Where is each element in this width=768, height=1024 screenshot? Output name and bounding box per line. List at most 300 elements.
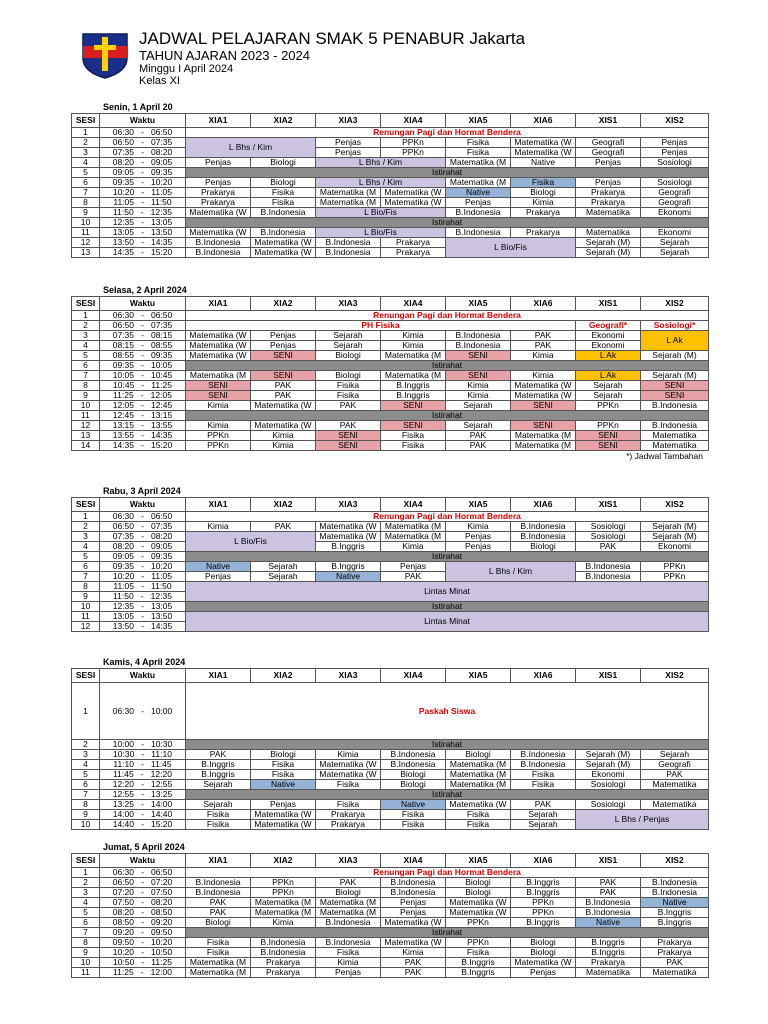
- subject-cell: Renungan Pagi dan Hormat Bendera: [186, 128, 709, 138]
- subject-cell: B.Indonesia: [316, 248, 381, 258]
- subject-cell: B.Inggris: [511, 918, 576, 928]
- subject-cell: SENI: [576, 441, 641, 451]
- session-number: 8: [72, 381, 100, 391]
- subject-cell: PAK: [316, 878, 381, 888]
- session-number: 2: [72, 138, 100, 148]
- column-header: XIS1: [576, 114, 641, 128]
- subject-cell: Matematika (W: [511, 958, 576, 968]
- subject-cell: Ekonomi: [641, 542, 709, 552]
- subject-cell: SENI: [641, 381, 709, 391]
- subject-cell: PPKn: [381, 148, 446, 158]
- subject-cell: Matematika (W: [511, 148, 576, 158]
- subject-cell: Penjas: [381, 562, 446, 572]
- subject-cell: Biologi: [251, 178, 316, 188]
- schedule-row: [72, 770, 709, 780]
- day-title: Selasa, 2 April 2024: [103, 285, 187, 295]
- subject-cell: Matematika (M: [186, 968, 251, 978]
- subject-cell: Kimia: [446, 381, 511, 391]
- subject-cell: Sejarah: [316, 341, 381, 351]
- subject-cell: Lintas Minat: [186, 612, 709, 632]
- subject-cell: Penjas: [381, 898, 446, 908]
- subject-cell: Matematika (M: [381, 371, 446, 381]
- time-cell: 10:20 - 11:05: [100, 188, 186, 198]
- subject-cell: B.Inggris: [186, 770, 251, 780]
- subject-cell: Matematika (M: [446, 780, 511, 790]
- subject-cell: Geografi: [576, 138, 641, 148]
- time-cell: 13:25 - 14:00: [100, 800, 186, 810]
- subject-cell: B.Inggris: [641, 908, 709, 918]
- session-number: 3: [72, 750, 100, 760]
- subject-cell: Geografi: [641, 188, 709, 198]
- subject-cell: Istirahat: [186, 218, 709, 228]
- subject-cell: Matematika (W: [381, 938, 446, 948]
- subject-cell: Fisika: [186, 820, 251, 830]
- schedule-row: [72, 542, 709, 552]
- schedule-row: [72, 968, 709, 978]
- subject-cell: B.Indonesia: [511, 750, 576, 760]
- session-number: 5: [72, 168, 100, 178]
- column-header: XIS2: [641, 669, 709, 683]
- subject-cell: Biologi: [511, 188, 576, 198]
- subject-cell: Geografi: [641, 760, 709, 770]
- session-number: 5: [72, 552, 100, 562]
- column-header: XIS1: [576, 854, 641, 868]
- schedule-row: [72, 602, 709, 612]
- schedule-row: [72, 321, 709, 331]
- schedule-row: [72, 411, 709, 421]
- time-cell: 13:05 - 13:50: [100, 612, 186, 622]
- subject-cell: Prakarya: [316, 810, 381, 820]
- subject-cell: Biologi: [511, 542, 576, 552]
- subject-cell: B.Inggris: [576, 948, 641, 958]
- subject-cell: Matematika: [576, 228, 641, 238]
- time-cell: 13:05 - 13:50: [100, 228, 186, 238]
- subject-cell: Kimia: [381, 331, 446, 341]
- subject-cell: Sosiologi: [576, 522, 641, 532]
- subject-cell: Native: [446, 188, 511, 198]
- subject-cell: L Bhs / Kim: [446, 562, 576, 582]
- subject-cell: Kimia: [381, 542, 446, 552]
- subject-cell: PAK: [316, 401, 381, 411]
- subject-cell: Matematika (W: [186, 351, 251, 361]
- time-cell: 07:35 - 08:15: [100, 331, 186, 341]
- subject-cell: Sejarah: [251, 562, 316, 572]
- subject-cell: PPKn: [576, 401, 641, 411]
- schedule-row: [72, 138, 709, 148]
- column-header: XIA4: [381, 669, 446, 683]
- subject-cell: SENI: [381, 421, 446, 431]
- subject-cell: Kimia: [381, 948, 446, 958]
- subject-cell: L Bhs / Kim: [186, 138, 316, 158]
- time-cell: 09:50 - 10:20: [100, 938, 186, 948]
- column-header: XIA1: [186, 854, 251, 868]
- subject-cell: Matematika (M: [446, 770, 511, 780]
- subject-cell: B.Indonesia: [641, 421, 709, 431]
- session-number: 6: [72, 562, 100, 572]
- subject-cell: Matematika (M: [511, 431, 576, 441]
- session-number: 7: [72, 371, 100, 381]
- subject-cell: Biologi: [511, 948, 576, 958]
- subject-cell: B.Indonesia: [381, 760, 446, 770]
- subject-cell: B.Indonesia: [511, 532, 576, 542]
- subject-cell: Geografi*: [576, 321, 641, 331]
- column-header: XIS2: [641, 114, 709, 128]
- subject-cell: Renungan Pagi dan Hormat Bendera: [186, 311, 709, 321]
- column-header: Waktu: [100, 498, 186, 512]
- subject-cell: Sejarah: [641, 238, 709, 248]
- schedule-row: [72, 168, 709, 178]
- session-number: 9: [72, 592, 100, 602]
- subject-cell: Matematika: [641, 441, 709, 451]
- subject-cell: B.Indonesia: [641, 888, 709, 898]
- session-number: 2: [72, 878, 100, 888]
- subject-cell: Native: [381, 800, 446, 810]
- schedule-row: [72, 790, 709, 800]
- column-header: XIA5: [446, 498, 511, 512]
- subject-cell: PPKn: [576, 421, 641, 431]
- subject-cell: Kimia: [251, 441, 316, 451]
- schedule-row: [72, 148, 709, 158]
- schedule-row: [72, 948, 709, 958]
- session-number: 1: [72, 683, 100, 740]
- subject-cell: Istirahat: [186, 361, 709, 371]
- subject-cell: PPKn: [446, 938, 511, 948]
- session-number: 3: [72, 148, 100, 158]
- column-header: XIA6: [511, 854, 576, 868]
- subject-cell: Penjas: [316, 138, 381, 148]
- schedule-row: [72, 198, 709, 208]
- subject-cell: Penjas: [316, 968, 381, 978]
- subject-cell: Penjas: [446, 532, 511, 542]
- subject-cell: Penjas: [511, 968, 576, 978]
- subject-cell: B.Inggris: [186, 760, 251, 770]
- subject-cell: Matematika (W: [316, 522, 381, 532]
- session-number: 3: [72, 532, 100, 542]
- subject-cell: Ekonomi: [641, 208, 709, 218]
- subject-cell: SENI: [511, 421, 576, 431]
- column-header: XIA2: [251, 854, 316, 868]
- subject-cell: B.Inggris: [511, 878, 576, 888]
- time-cell: 11:50 - 12:35: [100, 208, 186, 218]
- subject-cell: Sejarah (M): [641, 371, 709, 381]
- subject-cell: Matematika (W: [381, 188, 446, 198]
- session-number: 1: [72, 512, 100, 522]
- subject-cell: Sejarah: [446, 401, 511, 411]
- session-number: 9: [72, 208, 100, 218]
- session-number: 11: [72, 228, 100, 238]
- subject-cell: Kimia: [186, 401, 251, 411]
- header-row: [72, 669, 709, 683]
- session-number: 6: [72, 918, 100, 928]
- column-header: XIA1: [186, 114, 251, 128]
- session-number: 2: [72, 522, 100, 532]
- subject-cell: PAK: [511, 341, 576, 351]
- session-number: 7: [72, 790, 100, 800]
- subject-cell: B.Indonesia: [186, 888, 251, 898]
- session-number: 12: [72, 421, 100, 431]
- time-cell: 12:05 - 12:45: [100, 401, 186, 411]
- subject-cell: Istirahat: [186, 168, 709, 178]
- subject-cell: B.Indonesia: [576, 908, 641, 918]
- subject-cell: Penjas: [641, 138, 709, 148]
- schedule-row: [72, 331, 709, 341]
- subject-cell: Matematika (M: [381, 532, 446, 542]
- subject-cell: Matematika: [641, 780, 709, 790]
- session-number: 10: [72, 602, 100, 612]
- subject-cell: Fisika: [381, 810, 446, 820]
- subject-cell: Matematika (M: [446, 178, 511, 188]
- subject-cell: B.Indonesia: [251, 938, 316, 948]
- schedule-row: [72, 248, 709, 258]
- subject-cell: Native: [251, 780, 316, 790]
- subject-cell: Biologi: [446, 888, 511, 898]
- subject-cell: PAK: [186, 750, 251, 760]
- day-title: Jumat, 5 April 2024: [103, 842, 185, 852]
- subject-cell: Penjas: [251, 341, 316, 351]
- schedule-row: [72, 780, 709, 790]
- subject-cell: Prakarya: [641, 938, 709, 948]
- subject-cell: Native: [641, 898, 709, 908]
- subject-cell: Matematika (W: [446, 898, 511, 908]
- subject-cell: PAK: [251, 381, 316, 391]
- subject-cell: Sejarah (M): [576, 248, 641, 258]
- subject-cell: Matematika (W: [251, 810, 316, 820]
- subject-cell: Sejarah: [511, 810, 576, 820]
- academic-year: TAHUN AJARAN 2023 - 2024: [139, 48, 310, 63]
- subject-cell: B.Indonesia: [316, 918, 381, 928]
- subject-cell: Sejarah (M): [576, 750, 641, 760]
- subject-cell: Matematika (W: [186, 228, 251, 238]
- session-number: 9: [72, 810, 100, 820]
- time-cell: 08:55 - 09:35: [100, 351, 186, 361]
- subject-cell: Matematika (W: [381, 198, 446, 208]
- subject-cell: L Bhs / Kim: [316, 178, 446, 188]
- subject-cell: Matematika (M: [446, 760, 511, 770]
- subject-cell: Kimia: [316, 750, 381, 760]
- subject-cell: Penjas: [446, 198, 511, 208]
- schedule-row: [72, 572, 709, 582]
- subject-cell: Kimia: [446, 522, 511, 532]
- subject-cell: Matematika: [576, 968, 641, 978]
- subject-cell: B.Indonesia: [316, 938, 381, 948]
- time-cell: 11:25 - 12:00: [100, 968, 186, 978]
- subject-cell: SENI: [641, 391, 709, 401]
- session-number: 10: [72, 820, 100, 830]
- subject-cell: B.Inggris: [511, 888, 576, 898]
- subject-cell: Matematika: [576, 208, 641, 218]
- subject-cell: Kimia: [511, 198, 576, 208]
- session-number: 9: [72, 948, 100, 958]
- subject-cell: Fisika: [446, 948, 511, 958]
- column-header: Waktu: [100, 854, 186, 868]
- subject-cell: Istirahat: [186, 928, 709, 938]
- time-cell: 11:05 - 11:50: [100, 198, 186, 208]
- subject-cell: Sejarah: [251, 572, 316, 582]
- subject-cell: Fisika: [251, 760, 316, 770]
- column-header: XIS2: [641, 854, 709, 868]
- subject-cell: Native: [316, 572, 381, 582]
- schedule-row: [72, 898, 709, 908]
- session-number: 12: [72, 622, 100, 632]
- column-header: XIA2: [251, 669, 316, 683]
- subject-cell: Fisika: [186, 938, 251, 948]
- subject-cell: Fisika: [511, 770, 576, 780]
- subject-cell: Matematika (M: [381, 351, 446, 361]
- subject-cell: Matematika (M: [251, 908, 316, 918]
- subject-cell: Istirahat: [186, 552, 709, 562]
- subject-cell: Penjas: [641, 148, 709, 158]
- subject-cell: Kimia: [511, 351, 576, 361]
- schedule-row: [72, 612, 709, 622]
- subject-cell: PAK: [446, 431, 511, 441]
- session-number: 7: [72, 188, 100, 198]
- subject-cell: Matematika (W: [251, 238, 316, 248]
- time-cell: 08:50 - 09:20: [100, 918, 186, 928]
- schedule-row: [72, 371, 709, 381]
- column-header: XIA6: [511, 498, 576, 512]
- session-number: 4: [72, 542, 100, 552]
- subject-cell: SENI: [316, 431, 381, 441]
- column-header: Waktu: [100, 297, 186, 311]
- session-number: 4: [72, 341, 100, 351]
- subject-cell: Geografi: [641, 198, 709, 208]
- subject-cell: Matematika (M: [186, 371, 251, 381]
- time-cell: 12:45 - 13:15: [100, 411, 186, 421]
- column-header: XIA3: [316, 669, 381, 683]
- session-number: 10: [72, 401, 100, 411]
- subject-cell: Fisika: [316, 948, 381, 958]
- session-number: 5: [72, 770, 100, 780]
- subject-cell: Matematika (M: [511, 441, 576, 451]
- session-number: 8: [72, 800, 100, 810]
- time-cell: 11:10 - 11:45: [100, 760, 186, 770]
- schedule-row: [72, 740, 709, 750]
- time-cell: 06:30 - 10:00: [100, 683, 186, 740]
- schedule-row: [72, 311, 709, 321]
- subject-cell: Fisika: [511, 178, 576, 188]
- subject-cell: B.Indonesia: [511, 522, 576, 532]
- schedule-row: [72, 562, 709, 572]
- time-cell: 14:35 - 15:20: [100, 248, 186, 258]
- subject-cell: Paskah Siswa: [186, 683, 709, 740]
- subject-cell: Matematika (W: [251, 248, 316, 258]
- column-header: Waktu: [100, 669, 186, 683]
- column-header: XIA1: [186, 669, 251, 683]
- day-wednesday: [71, 486, 709, 632]
- subject-cell: Sejarah: [576, 391, 641, 401]
- column-header: SESI: [72, 297, 100, 311]
- schedule-row: [72, 552, 709, 562]
- subject-cell: PPKn: [251, 888, 316, 898]
- column-header: XIA2: [251, 114, 316, 128]
- schedule-table: [71, 853, 709, 978]
- time-cell: 12:35 - 13:05: [100, 218, 186, 228]
- schedule-row: [72, 918, 709, 928]
- day-friday: [71, 842, 709, 978]
- subject-cell: Biologi: [511, 938, 576, 948]
- subject-cell: Sejarah: [511, 820, 576, 830]
- header-row: [72, 297, 709, 311]
- schedule-row: [72, 158, 709, 168]
- subject-cell: Prakarya: [251, 958, 316, 968]
- subject-cell: Ekonomi: [576, 341, 641, 351]
- subject-cell: Prakarya: [381, 238, 446, 248]
- subject-cell: B.Inggris: [316, 562, 381, 572]
- subject-cell: Fisika: [446, 810, 511, 820]
- subject-cell: L Ak: [641, 331, 709, 351]
- subject-cell: B.Inggris: [381, 381, 446, 391]
- document-title: JADWAL PELAJARAN SMAK 5 PENABUR Jakarta: [139, 29, 526, 48]
- subject-cell: B.Inggris: [316, 542, 381, 552]
- subject-cell: Matematika (W: [511, 138, 576, 148]
- subject-cell: SENI: [186, 381, 251, 391]
- subject-cell: PPKn: [511, 898, 576, 908]
- session-number: 14: [72, 441, 100, 451]
- subject-cell: PAK: [576, 888, 641, 898]
- subject-cell: SENI: [511, 401, 576, 411]
- subject-cell: PPKn: [251, 878, 316, 888]
- subject-cell: Fisika: [251, 198, 316, 208]
- session-number: 12: [72, 238, 100, 248]
- subject-cell: L Bio/Fis: [186, 532, 316, 552]
- column-header: XIA3: [316, 498, 381, 512]
- day-monday: [71, 102, 709, 258]
- time-cell: 07:35 - 08:20: [100, 532, 186, 542]
- subject-cell: PAK: [186, 908, 251, 918]
- time-cell: 13:15 - 13:55: [100, 421, 186, 431]
- session-number: 2: [72, 740, 100, 750]
- subject-cell: Sejarah: [641, 248, 709, 258]
- subject-cell: PAK: [381, 968, 446, 978]
- subject-cell: PAK: [446, 441, 511, 451]
- session-number: 11: [72, 968, 100, 978]
- schedule-row: [72, 522, 709, 532]
- column-header: XIA4: [381, 854, 446, 868]
- subject-cell: Sejarah: [576, 381, 641, 391]
- subject-cell: Sejarah: [186, 780, 251, 790]
- subject-cell: SENI: [251, 371, 316, 381]
- time-cell: 14:40 - 15:20: [100, 820, 186, 830]
- subject-cell: PAK: [381, 958, 446, 968]
- day-title: Senin, 1 April 20: [103, 102, 173, 112]
- subject-cell: Prakarya: [316, 820, 381, 830]
- subject-cell: Penjas: [446, 542, 511, 552]
- time-cell: 10:20 - 11:05: [100, 572, 186, 582]
- subject-cell: Fisika: [316, 381, 381, 391]
- subject-cell: Matematika (W: [511, 391, 576, 401]
- subject-cell: Fisika: [381, 441, 446, 451]
- schedule-row: [72, 582, 709, 592]
- session-number: 8: [72, 198, 100, 208]
- column-header: XIS1: [576, 297, 641, 311]
- subject-cell: Penjas: [576, 158, 641, 168]
- subject-cell: Fisika: [186, 810, 251, 820]
- subject-cell: Matematika (M: [186, 958, 251, 968]
- subject-cell: Sosiologi: [576, 532, 641, 542]
- schedule-row: [72, 868, 709, 878]
- session-number: 10: [72, 218, 100, 228]
- schedule-row: [72, 938, 709, 948]
- time-cell: 10:45 - 11:25: [100, 381, 186, 391]
- subject-cell: Kimia: [186, 421, 251, 431]
- subject-cell: Native: [186, 562, 251, 572]
- schedule-table: [71, 296, 709, 451]
- schedule-row: [72, 341, 709, 351]
- schedule-row: [72, 928, 709, 938]
- subject-cell: B.Indonesia: [251, 948, 316, 958]
- schedule-row: [72, 800, 709, 810]
- time-cell: 10:50 - 11:25: [100, 958, 186, 968]
